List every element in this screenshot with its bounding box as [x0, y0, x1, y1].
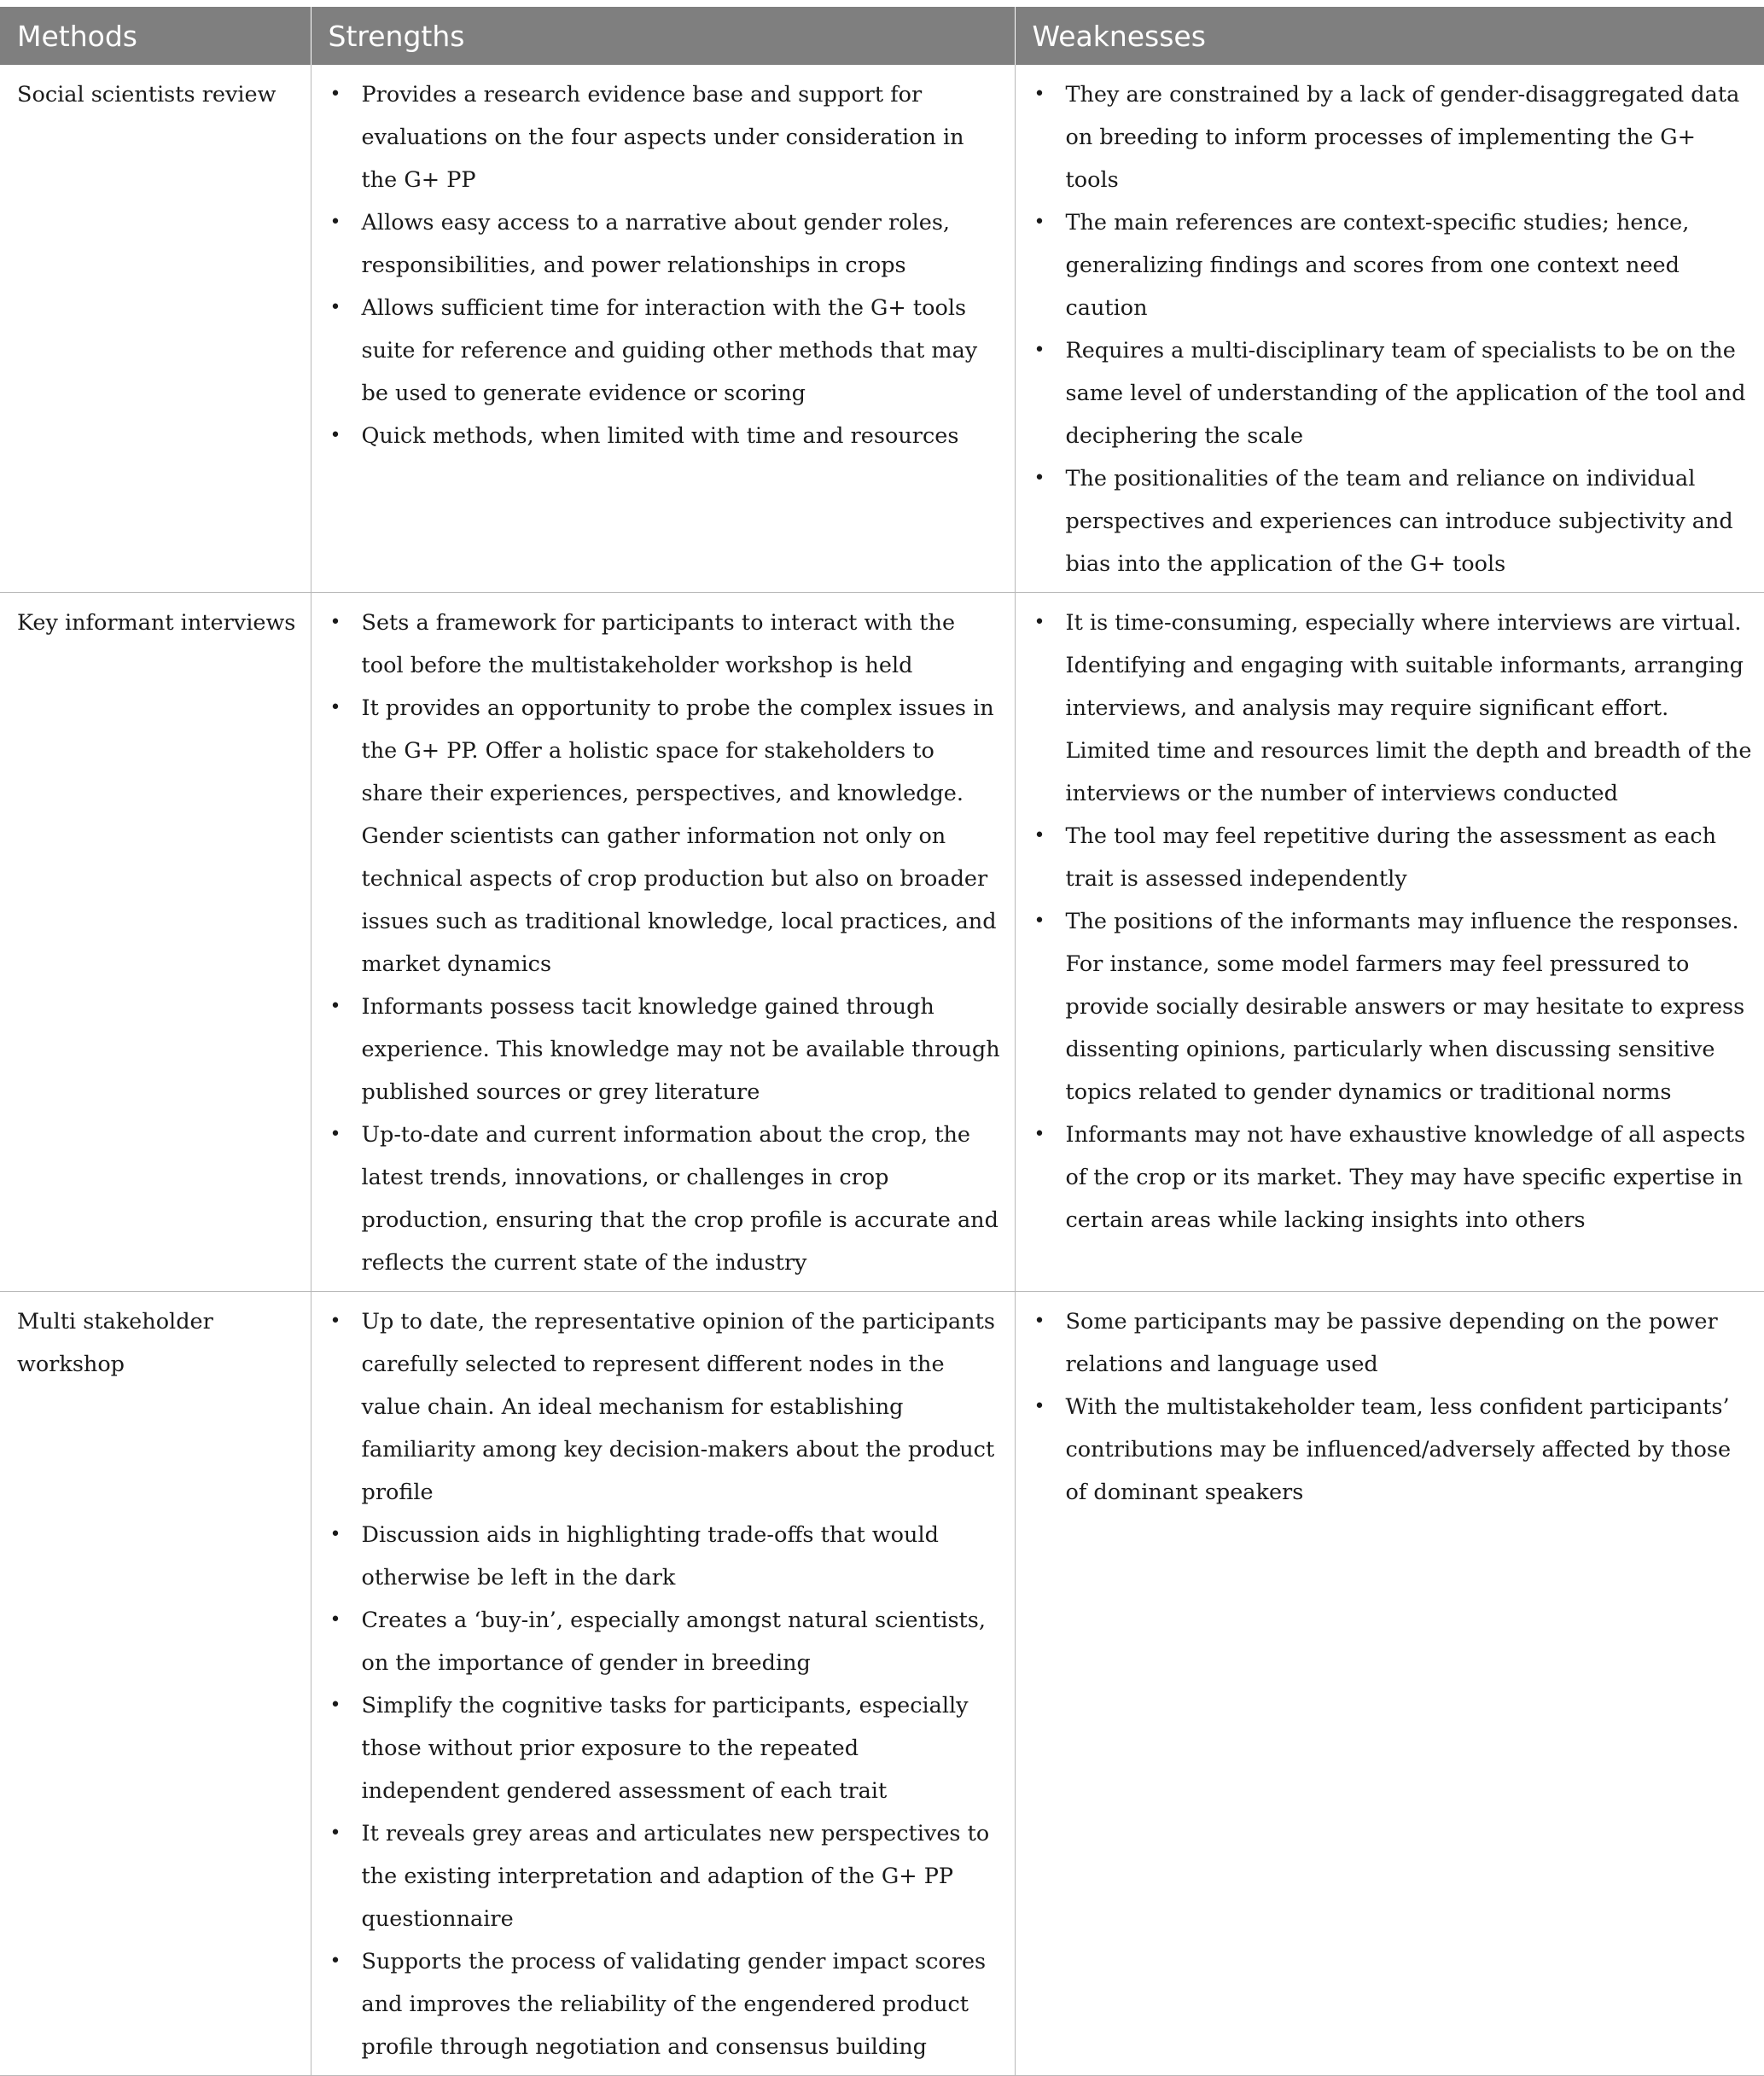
list-item: • Simplify the cognitive tasks for participants, especially those without prior exposure to the repeated independent gendered assessment of each trait — [329, 1684, 1003, 1812]
list-item: • They are constrained by a lack of gender-disaggregated data on breeding to inform processes of implementing the G+ tools — [1033, 73, 1753, 201]
method-cell: Social scientists review — [0, 65, 311, 593]
list-item: • Requires a multi-disciplinary team of specialists to be on the same level of understanding of the application of the tool and deciphering the scale — [1033, 329, 1753, 457]
strengths-list — [329, 602, 1003, 1284]
list-item: • The positionalities of the team and reliance on individual perspectives and experiences can introduce subjectivity and bias into the application of the G+ tools — [1033, 457, 1753, 585]
list-item: • The tool may feel repetitive during the assessment as each trait is assessed independently — [1033, 815, 1753, 900]
weaknesses-list — [1033, 1300, 1753, 1514]
list-item: • The positions of the informants may influence the responses. For instance, some model farmers may feel pressured to provide socially desirable answers or may hesitate to express dissenting opinions, particularly when discussing sensitive topics related to gender dynamics or traditional norms — [1033, 900, 1753, 1114]
strengths-cell — [311, 65, 1015, 593]
table-header — [0, 7, 1764, 65]
list-item: • Allows easy access to a narrative about gender roles, responsibilities, and power relationships in crops — [329, 201, 1003, 287]
weaknesses-cell — [1015, 593, 1764, 1292]
strengths-cell — [311, 593, 1015, 1292]
list-item: • Up-to-date and current information about the crop, the latest trends, innovations, or challenges in crop production, ensuring that the crop profile is accurate and reflects the current state of the industry — [329, 1114, 1003, 1284]
list-item: • It reveals grey areas and articulates new perspectives to the existing interpretation and adaption of the G+ PP questionnaire — [329, 1812, 1003, 1940]
strengths-list — [329, 1300, 1003, 2068]
list-item: • Informants possess tacit knowledge gained through experience. This knowledge may not be available through published sources or grey literature — [329, 986, 1003, 1114]
list-item: • The main references are context-specific studies; hence, generalizing findings and scores from one context need caution — [1033, 201, 1753, 329]
weaknesses-list — [1033, 602, 1753, 1242]
method-cell: Multi stakeholder workshop — [0, 1292, 311, 2076]
list-item: • It provides an opportunity to probe the complex issues in the G+ PP. Offer a holistic space for stakeholders to share their experiences, perspectives, and knowledge. Gender scientists can gather information not only on technical aspects of crop production but also on broader issues such as traditional knowledge, local practices, and market dynamics — [329, 687, 1003, 986]
strengths-cell — [311, 1292, 1015, 2076]
methods-comparison-table — [0, 7, 1764, 2076]
method-cell: Key informant interviews — [0, 593, 311, 1292]
list-item: • Provides a research evidence base and support for evaluations on the four aspects under consideration in the G+ PP — [329, 73, 1003, 201]
table-row — [0, 65, 1764, 593]
list-item: • Creates a ‘buy-in’, especially amongst natural scientists, on the importance of gender in breeding — [329, 1599, 1003, 1684]
list-item: • Sets a framework for participants to interact with the tool before the multistakeholder workshop is held — [329, 602, 1003, 687]
list-item: • Supports the process of validating gender impact scores and improves the reliability of the engendered product profile through negotiation and consensus building — [329, 1940, 1003, 2068]
strengths-list — [329, 73, 1003, 457]
table-row — [0, 593, 1764, 1292]
header-row — [0, 7, 1764, 65]
list-item: • Up to date, the representative opinion of the participants carefully selected to represent different nodes in the value chain. An ideal mechanism for establishing familiarity among key decision-makers about the product profile — [329, 1300, 1003, 1514]
table-row — [0, 1292, 1764, 2076]
weaknesses-cell — [1015, 1292, 1764, 2076]
methods-comparison-table-container — [0, 7, 1764, 2076]
table-body — [0, 65, 1764, 2076]
header-methods: Methods — [0, 7, 311, 65]
list-item: • Quick methods, when limited with time and resources — [329, 415, 1003, 457]
list-item: • Allows sufficient time for interaction with the G+ tools suite for reference and guiding other methods that may be used to generate evidence or scoring — [329, 287, 1003, 415]
list-item: • With the multistakeholder team, less confident participants’ contributions may be influenced/adversely affected by those of dominant speakers — [1033, 1386, 1753, 1514]
header-weaknesses: Weaknesses — [1015, 7, 1764, 65]
list-item: • Some participants may be passive depending on the power relations and language used — [1033, 1300, 1753, 1386]
list-item: • Informants may not have exhaustive knowledge of all aspects of the crop or its market. They may have specific expertise in certain areas while lacking insights into others — [1033, 1114, 1753, 1242]
weaknesses-cell — [1015, 65, 1764, 593]
list-item: • It is time-consuming, especially where interviews are virtual. Identifying and engaging with suitable informants, arranging interviews, and analysis may require significant effort. Limited time and resources limit the depth and breadth of the interviews or the number of interviews conducted — [1033, 602, 1753, 815]
weaknesses-list — [1033, 73, 1753, 585]
list-item: • Discussion aids in highlighting trade-offs that would otherwise be left in the dark — [329, 1514, 1003, 1599]
header-strengths: Strengths — [311, 7, 1015, 65]
